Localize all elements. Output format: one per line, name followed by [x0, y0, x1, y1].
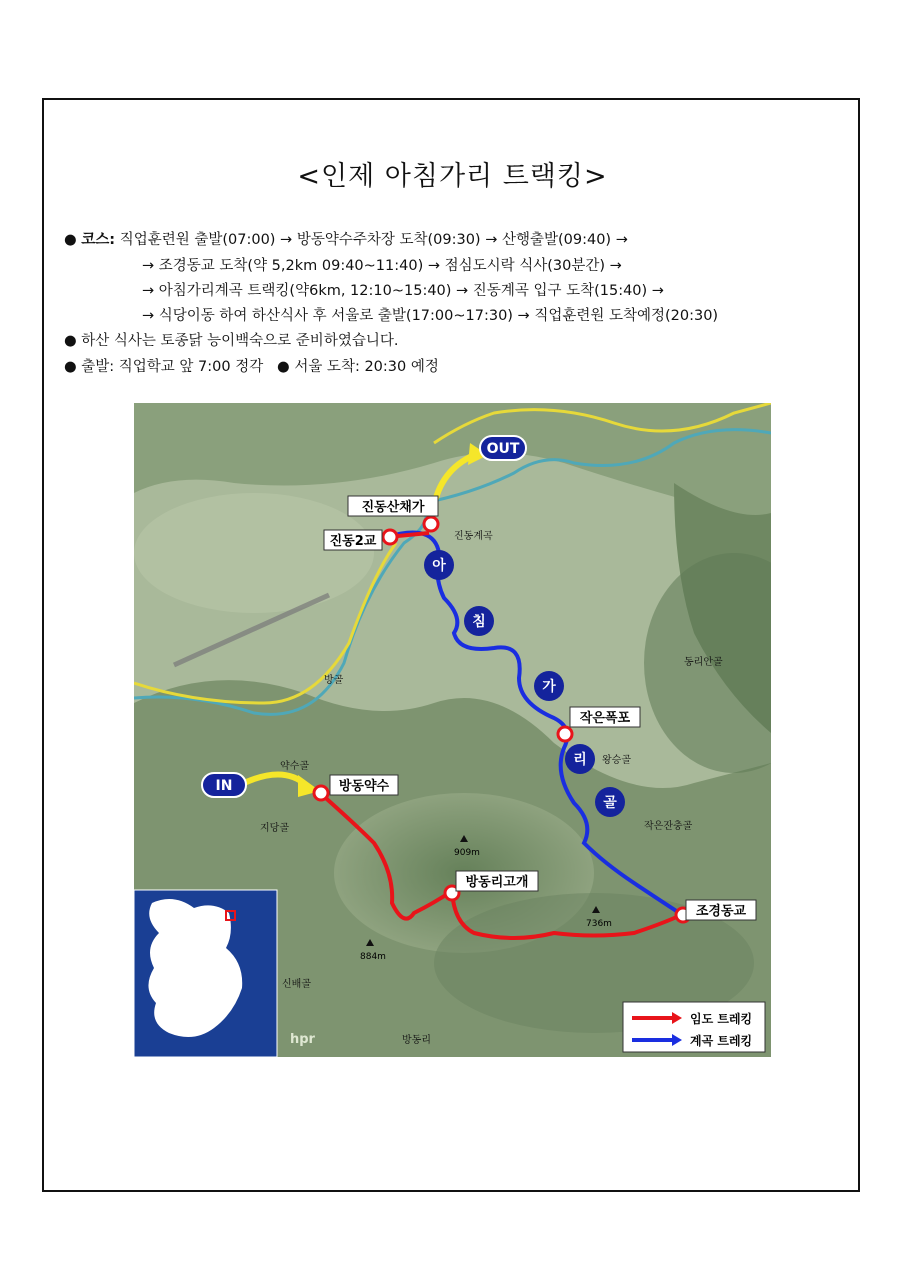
trekking-map [134, 403, 771, 1057]
label-bangdongri: 방동리 [402, 1035, 431, 1046]
bullet: ● [64, 359, 77, 375]
terrain-northwest [134, 493, 374, 613]
valley-char-2: 침 [472, 614, 486, 630]
korea-inset-map [134, 890, 277, 1057]
map-svg [134, 403, 771, 1057]
label-bangdong-yaksu: 방동약수 [338, 779, 390, 794]
label-sinbaegol: 신배골 [282, 979, 311, 990]
schedule-line [64, 355, 439, 376]
course-line-4: → 식당이동 하여 하산식사 후 서울로 출발(17:00~17:30) → 직업훈련원 도착예정(20:30) [142, 308, 719, 324]
bullet: ● [64, 232, 77, 248]
course-line-2: → 조경동교 도착(약 5,2km 09:40~11:40) → 점심도시락 식사(30분간) → [142, 258, 622, 274]
legend-blue-label: 계곡 트레킹 [690, 1034, 753, 1048]
page-title: <인제 아침가리 트랙킹> [297, 161, 608, 192]
label-jindong-gyegok: 진동계곡 [454, 531, 493, 542]
course-label: 코스: [81, 232, 116, 248]
label-bangdongri-gogae: 방동리고개 [465, 875, 529, 890]
valley-char-1: 아 [432, 558, 446, 574]
label-dongrianngol: 동리안골 [684, 657, 723, 668]
in-label: IN [215, 778, 233, 794]
out-label: OUT [486, 441, 520, 457]
peak-909: 909m [454, 848, 480, 858]
valley-char-5: 골 [603, 795, 617, 811]
course-line-3: → 아침가리계곡 트랙킹(약6km, 12:10~15:40) → 진동계곡 입구 도착(15:40) → [142, 283, 664, 299]
watermark: hpr [290, 1032, 315, 1047]
meal-line [64, 329, 398, 350]
legend-red-label: 임도 트레킹 [690, 1012, 753, 1026]
legend [623, 1002, 765, 1052]
label-jogyeong-donggyo: 조경동교 [695, 904, 747, 919]
bullet: ● [277, 359, 290, 375]
depart-text: 출발: 직업학교 앞 7:00 정각 [81, 359, 264, 375]
bullet: ● [64, 333, 77, 349]
label-bangol: 방골 [324, 675, 344, 686]
meal-text: 하산 식사는 토종닭 능이백숙으로 준비하였습니다. [81, 333, 399, 349]
label-jageunjanggol: 작은잔충골 [644, 821, 693, 832]
course-line-1 [64, 228, 628, 249]
label-jindong-sanchaega: 진동산채가 [361, 500, 425, 515]
valley-char-3: 가 [542, 679, 556, 695]
course-text-1: 직업훈련원 출발(07:00) → 방동약수주차장 도착(09:30) → 산행출발(09:40) → [119, 232, 628, 248]
arrive-text: 서울 도착: 20:30 예정 [294, 359, 439, 375]
label-jidanggol: 지당골 [260, 823, 289, 834]
peak-736: 736m [586, 919, 612, 929]
peak-884: 884m [360, 952, 386, 962]
label-jindong-2gyo: 진동2교 [329, 534, 377, 549]
label-wangseunggol: 왕승골 [602, 755, 631, 766]
valley-char-4: 리 [573, 752, 587, 768]
label-jageun-pokpo: 작은폭포 [579, 711, 631, 726]
label-yaksugol: 약수골 [280, 761, 309, 772]
